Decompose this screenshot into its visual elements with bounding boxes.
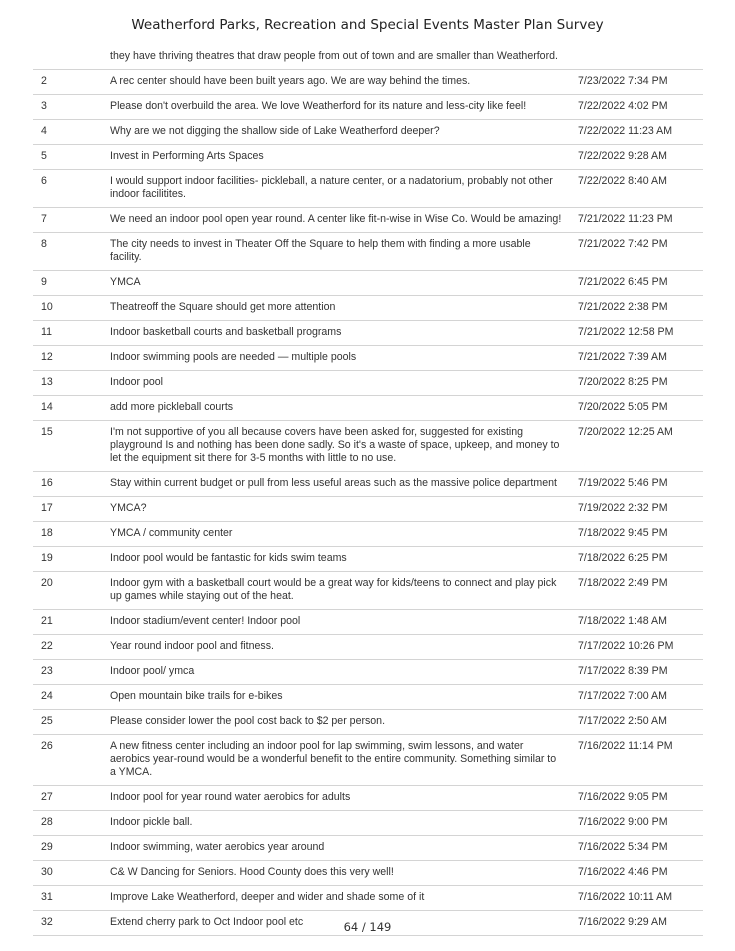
table-row	[33, 572, 703, 610]
response-text: Indoor pickle ball.	[110, 816, 193, 828]
response-text: Indoor gym with a basketball court would be a great way for kids/teens to connect and play pick up games while staying out of the heat.	[110, 577, 557, 602]
response-text: I would support indoor facilities- pickleball, a nature center, or a nadatorium, probably not other indoor facilitites.	[110, 175, 553, 200]
table-row	[33, 396, 703, 421]
response-date: 7/16/2022 9:29 AM	[578, 916, 667, 928]
table-row	[33, 120, 703, 145]
response-text: Theatreoff the Square should get more attention	[110, 301, 336, 313]
response-date: 7/21/2022 6:45 PM	[578, 276, 668, 288]
table-row	[33, 735, 703, 786]
table-row	[33, 811, 703, 836]
response-date: 7/16/2022 9:05 PM	[578, 791, 668, 803]
table-row	[33, 497, 703, 522]
table-row	[33, 296, 703, 321]
response-date: 7/17/2022 2:50 AM	[578, 715, 667, 727]
table-row	[33, 208, 703, 233]
row-number: 9	[41, 276, 47, 288]
table-row	[33, 170, 703, 208]
table-row	[33, 685, 703, 710]
response-text: YMCA / community center	[110, 527, 233, 539]
response-text: Improve Lake Weatherford, deeper and wider and shade some of it	[110, 891, 425, 903]
response-date: 7/16/2022 9:00 PM	[578, 816, 668, 828]
table-row	[33, 610, 703, 635]
response-text: Indoor pool for year round water aerobics for adults	[110, 791, 351, 803]
table-row	[33, 321, 703, 346]
table-row	[33, 233, 703, 271]
response-date: 7/20/2022 5:05 PM	[578, 401, 668, 413]
row-number: 25	[41, 715, 53, 727]
response-date: 7/22/2022 4:02 PM	[578, 100, 668, 112]
response-date: 7/20/2022 12:25 AM	[578, 426, 673, 438]
response-text: Indoor basketball courts and basketball programs	[110, 326, 342, 338]
table-row	[33, 861, 703, 886]
row-number: 28	[41, 816, 53, 828]
row-number: 22	[41, 640, 53, 652]
row-number: 10	[41, 301, 53, 313]
row-number: 15	[41, 426, 53, 438]
row-number: 24	[41, 690, 53, 702]
response-date: 7/21/2022 7:39 AM	[578, 351, 667, 363]
response-date: 7/21/2022 11:23 PM	[578, 213, 673, 225]
row-number: 18	[41, 527, 53, 539]
table-row	[33, 635, 703, 660]
row-number: 7	[41, 213, 47, 225]
row-number: 6	[41, 175, 47, 187]
response-text: Indoor swimming pools are needed — multiple pools	[110, 351, 357, 363]
response-date: 7/21/2022 2:38 PM	[578, 301, 668, 313]
row-number: 11	[41, 326, 52, 338]
response-date: 7/16/2022 5:34 PM	[578, 841, 668, 853]
response-date: 7/18/2022 1:48 AM	[578, 615, 667, 627]
response-text: Indoor stadium/event center! Indoor pool	[110, 615, 301, 627]
table-row	[33, 70, 703, 95]
response-text: YMCA	[110, 276, 141, 288]
row-number: 5	[41, 150, 47, 162]
response-text: they have thriving theatres that draw people from out of town and are smaller than Weatherford.	[110, 50, 558, 62]
responses-table	[33, 46, 703, 936]
response-text: Indoor pool	[110, 376, 164, 388]
response-text: Why are we not digging the shallow side of Lake Weatherford deeper?	[110, 125, 440, 137]
response-text: Year round indoor pool and fitness.	[110, 640, 274, 652]
table-row	[33, 547, 703, 572]
response-text: A rec center should have been built years ago. We are way behind the times.	[110, 75, 471, 87]
response-date: 7/16/2022 10:11 AM	[578, 891, 673, 903]
response-date: 7/18/2022 6:25 PM	[578, 552, 668, 564]
table-row	[33, 271, 703, 296]
response-date: 7/19/2022 2:32 PM	[578, 502, 668, 514]
response-date: 7/21/2022 7:42 PM	[578, 238, 668, 250]
row-number: 12	[41, 351, 53, 363]
page-number: 64 / 149	[343, 920, 392, 934]
table-body	[33, 70, 703, 936]
response-text: Please consider lower the pool cost back to $2 per person.	[110, 715, 386, 727]
table-row	[33, 660, 703, 685]
response-text: Open mountain bike trails for e-bikes	[110, 690, 283, 702]
table-row	[33, 95, 703, 120]
response-text: We need an indoor pool open year round. A center like fit-n-wise in Wise Co. Would be amazing!	[110, 213, 562, 225]
table-row	[33, 472, 703, 497]
row-number: 16	[41, 477, 53, 489]
table-row	[33, 421, 703, 472]
response-date: 7/17/2022 10:26 PM	[578, 640, 674, 652]
response-date: 7/18/2022 9:45 PM	[578, 527, 668, 539]
table-row	[33, 786, 703, 811]
response-text: Indoor pool would be fantastic for kids swim teams	[110, 552, 347, 564]
response-date: 7/17/2022 8:39 PM	[578, 665, 668, 677]
row-number: 20	[41, 577, 53, 589]
row-number: 29	[41, 841, 53, 853]
response-date: 7/20/2022 8:25 PM	[578, 376, 668, 388]
response-date: 7/17/2022 7:00 AM	[578, 690, 667, 702]
row-number: 19	[41, 552, 53, 564]
response-date: 7/22/2022 8:40 AM	[578, 175, 667, 187]
response-text: Indoor swimming, water aerobics year around	[110, 841, 325, 853]
response-date: 7/19/2022 5:46 PM	[578, 477, 668, 489]
row-number: 31	[41, 891, 53, 903]
response-text: A new fitness center including an indoor pool for lap swimming, swim lessons, and water aerobics year-round would be a wonderful benefit to the entire community. Something similar to a YMCA.	[110, 740, 557, 778]
row-number: 13	[41, 376, 53, 388]
table-row	[33, 886, 703, 911]
response-date: 7/23/2022 7:34 PM	[578, 75, 668, 87]
table-row	[33, 522, 703, 547]
response-text: Stay within current budget or pull from less useful areas such as the massive police department	[110, 477, 557, 489]
response-date: 7/22/2022 9:28 AM	[578, 150, 667, 162]
row-number: 23	[41, 665, 53, 677]
row-number: 26	[41, 740, 53, 752]
row-number: 27	[41, 791, 53, 803]
response-text: Invest in Performing Arts Spaces	[110, 150, 264, 162]
table-row	[33, 836, 703, 861]
response-date: 7/16/2022 11:14 PM	[578, 740, 673, 752]
response-text: C& W Dancing for Seniors. Hood County does this very well!	[110, 866, 394, 878]
response-date: 7/22/2022 11:23 AM	[578, 125, 673, 137]
row-number: 8	[41, 238, 47, 250]
row-number: 32	[41, 916, 53, 928]
response-text: Extend cherry park to Oct Indoor pool etc	[110, 916, 304, 928]
table-row	[33, 145, 703, 170]
table-row-continuation	[33, 46, 703, 70]
row-number: 17	[41, 502, 53, 514]
row-number: 14	[41, 401, 53, 413]
response-date: 7/16/2022 4:46 PM	[578, 866, 668, 878]
response-date: 7/21/2022 12:58 PM	[578, 326, 674, 338]
row-number: 2	[41, 75, 47, 87]
response-text: I'm not supportive of you all because covers have been asked for, suggested for existing playground Is and nothing has been done sadly. So it's a waste of space, upkeep, and money to let the equipment sit there for 3-5 months with little to no use.	[110, 426, 560, 464]
page-title: Weatherford Parks, Recreation and Special Events Master Plan Survey	[131, 17, 604, 33]
table-row	[33, 371, 703, 396]
row-number: 4	[41, 125, 47, 137]
row-number: 3	[41, 100, 47, 112]
row-number: 21	[41, 615, 53, 627]
row-number: 30	[41, 866, 53, 878]
response-text: Please don't overbuild the area. We love Weatherford for its nature and less-city like feel!	[110, 100, 527, 112]
response-text: The city needs to invest in Theater Off the Square to help them with finding a more usable facility.	[110, 238, 531, 263]
response-date: 7/18/2022 2:49 PM	[578, 577, 668, 589]
table-row	[33, 346, 703, 371]
response-text: add more pickleball courts	[110, 401, 234, 413]
table-row	[33, 710, 703, 735]
response-text: YMCA?	[110, 502, 147, 514]
response-text: Indoor pool/ ymca	[110, 665, 195, 677]
